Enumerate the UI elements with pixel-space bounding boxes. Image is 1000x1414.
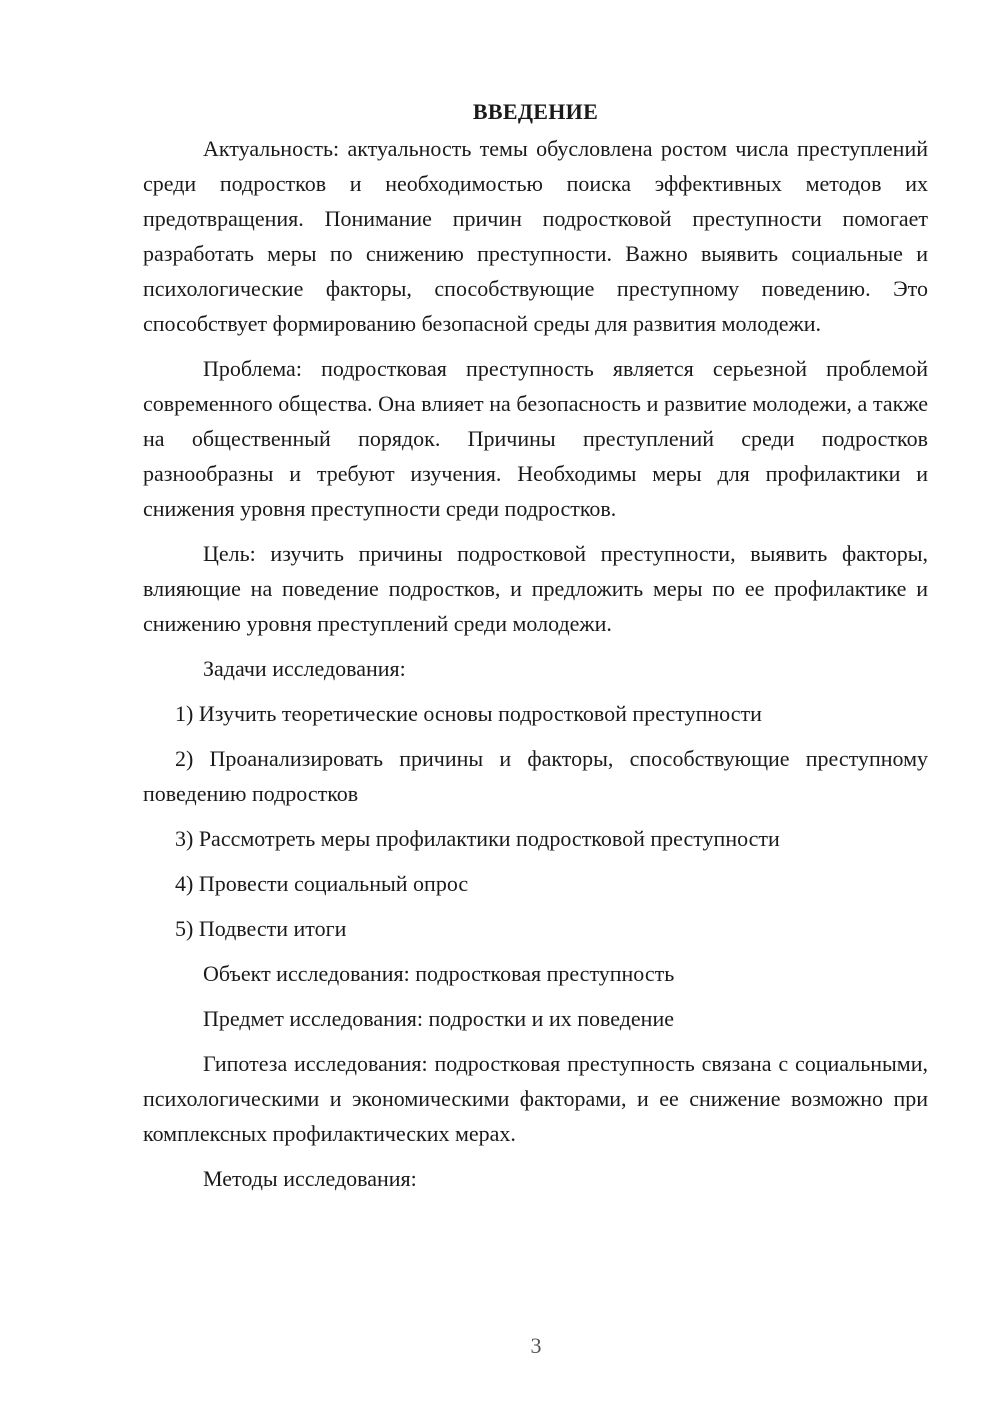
paragraph-tasks-heading: Задачи исследования: xyxy=(203,656,406,681)
task-item: 1) Изучить теоретические основы подростковой преступности xyxy=(175,701,762,726)
paragraph-subject: Предмет исследования: подростки и их поведение xyxy=(203,1006,674,1031)
page-content xyxy=(143,94,928,1206)
paragraph-relevance: Актуальность: актуальность темы обусловлена ростом числа преступлений среди подростков и необходимостью поиска эффективных методов их предотвращения. Понимание причин подростковой преступности помогает разработать меры по снижению преступности. Важно выявить социальные и психологические факторы, способствующие преступному поведению. Это способствует формированию безопасной среды для развития молодежи. xyxy=(143,136,928,336)
task-item: 5) Подвести итоги xyxy=(175,916,347,941)
paragraph-methods: Методы исследования: xyxy=(203,1166,417,1191)
paragraph-problem: Проблема: подростковая преступность является серьезной проблемой современного общества. Она влияет на безопасность и развитие молодежи, а также на общественный порядок. Причины преступлений среди подростков разнообразны и требуют изучения. Необходимы меры для профилактики и снижения уровня преступности среди подростков. xyxy=(143,356,928,521)
task-item: 3) Рассмотреть меры профилактики подростковой преступности xyxy=(175,826,780,851)
task-item: 4) Провести социальный опрос xyxy=(175,871,469,896)
page-title: ВВЕДЕНИЕ xyxy=(472,99,599,124)
page-number: 3 xyxy=(530,1333,542,1358)
paragraph-goal: Цель: изучить причины подростковой преступности, выявить факторы, влияющие на поведение подростков, и предложить меры по ее профилактике и снижению уровня преступлений среди молодежи. xyxy=(143,541,928,636)
paragraph-object: Объект исследования: подростковая преступность xyxy=(203,961,675,986)
task-item: 2) Проанализировать причины и факторы, способствующие преступному поведению подростков xyxy=(143,746,928,806)
paragraph-hypothesis: Гипотеза исследования: подростковая преступность связана с социальными, психологическими и экономическими факторами, и ее снижение возможно при комплексных профилактических мерах. xyxy=(143,1051,928,1146)
